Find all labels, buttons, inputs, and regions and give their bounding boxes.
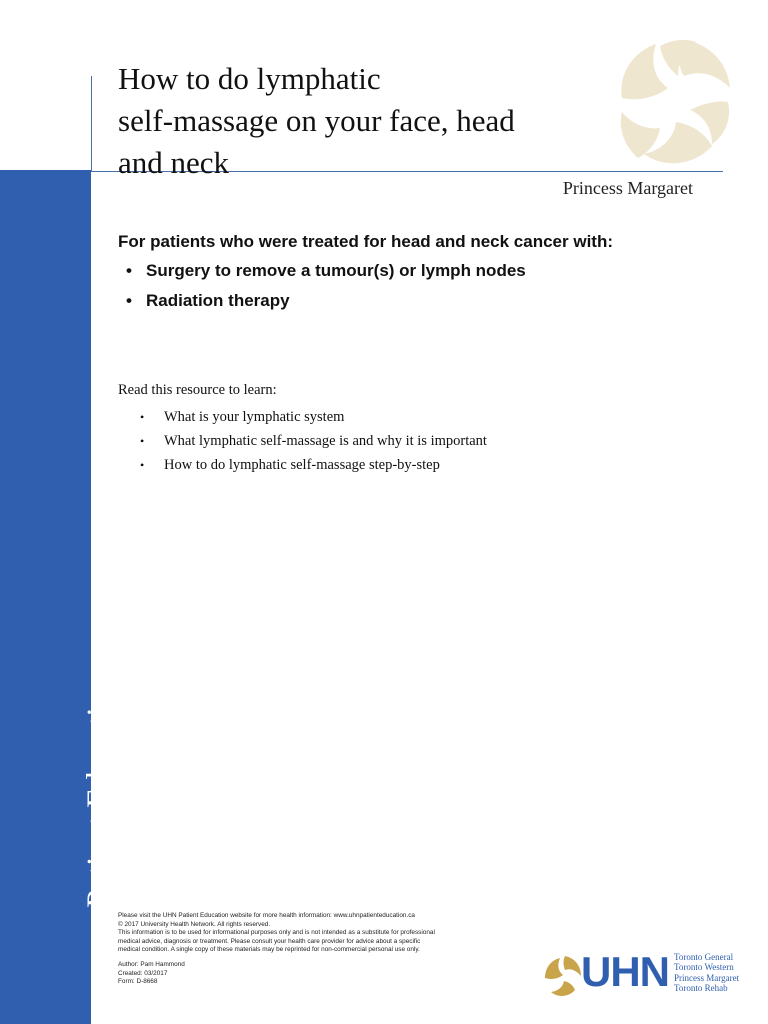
learn-list [118,405,738,477]
sidebar-band [0,170,134,1024]
princess-margaret-petal-logo-icon [612,36,734,168]
sidebar-title: Patient Education [81,674,117,908]
audience-heading: For patients who were treated for head and neck cancer with: [118,232,614,251]
list-item: • Surgery to remove a tumour(s) or lymph nodes [118,261,738,281]
uhn-sites-list [674,952,739,993]
title-line-3: and neck [118,145,230,180]
footer-line: This information is to be used for informational purposes only and is not intended as a substitute for professional [118,929,435,937]
title-line-1: How to do lymphatic [118,61,381,96]
footer-line: © 2017 University Health Network. All rights reserved. [118,920,271,928]
learn-section [118,381,738,477]
organization-name: Princess Margaret [562,178,693,198]
header-vertical-rule [91,76,92,172]
uhn-site: Princess Margaret [674,972,740,983]
uhn-site: Toronto General [674,952,734,962]
footer-line: medical condition. A single copy of these materials may be reprinted for non-commercial personal use only. [118,946,420,954]
list-item: • Radiation therapy [118,291,738,311]
footer-disclaimer [118,912,518,987]
uhn-logo [543,948,743,1000]
footer-form: Form: D-8668 [118,978,158,986]
learn-intro: Read this resource to learn: [118,382,277,398]
footer-line: Please visit the UHN Patient Education website for more health information: www.uhnpatienteducation.ca [118,912,415,919]
list-item: • How to do lymphatic self-massage step-by-step [118,453,738,477]
footer-line: medical advice, diagnosis or treatment. Please consult your health care provider for advice about a specific [118,937,421,945]
sidebar-text [82,663,136,908]
uhn-wordmark: UHN [581,948,669,995]
list-item: • What lymphatic self-massage is and why it is important [118,429,738,453]
title-line-2: self-massage on your face, head [118,103,515,138]
audience-list [118,261,738,311]
audience-section [118,232,738,321]
list-item: • What is your lymphatic system [118,405,738,429]
footer-author: Author: Pam Hammond [118,960,185,968]
sidebar-subtitle: Improving health through education [117,663,134,906]
uhn-site: Toronto Rehab [674,982,728,993]
uhn-petal-mark-icon [543,954,583,998]
page-title [118,58,638,184]
footer-created: Created: 03/2017 [118,969,168,977]
uhn-site: Toronto Western [674,962,734,973]
